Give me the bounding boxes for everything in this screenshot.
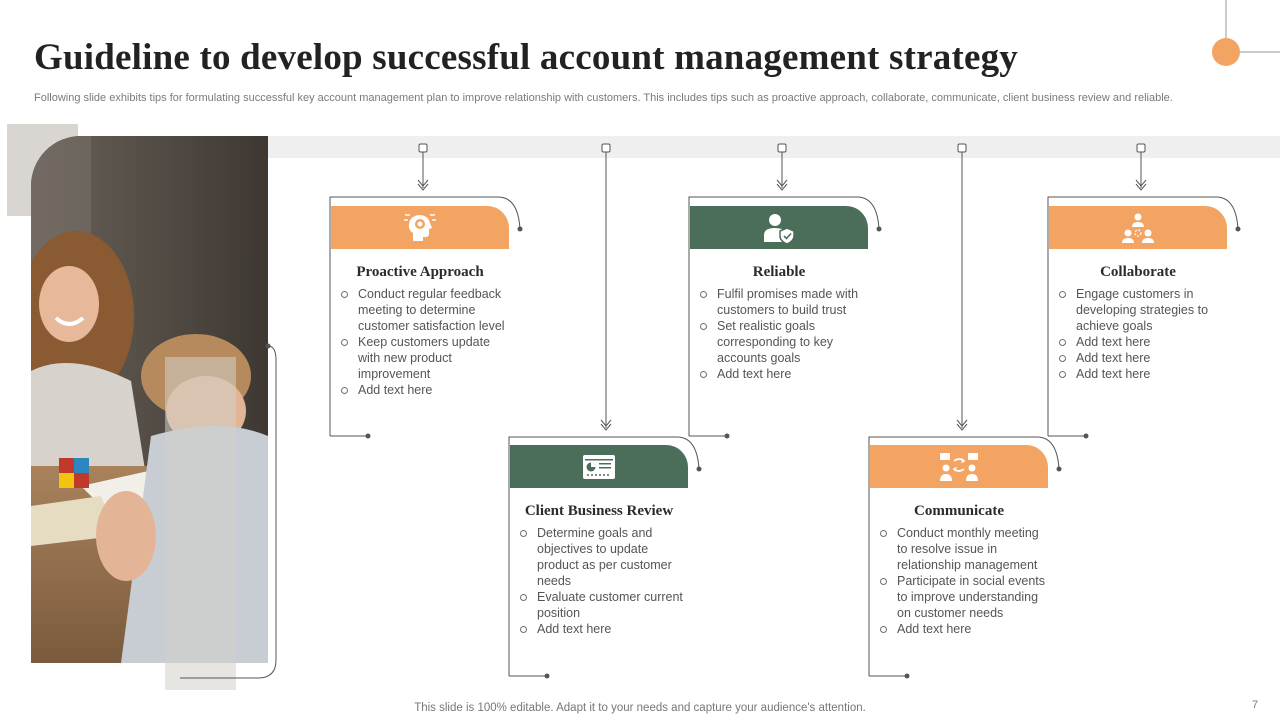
card-header [331,206,509,249]
bullet-item: Add text here [1057,366,1227,382]
bullet-item: Add text here [698,366,868,382]
card-title: Client Business Review [524,503,674,519]
bullet-list [878,525,1048,637]
head-gear-icon [403,211,437,245]
slide-subtitle: Following slide exhibits tips for formulating successful key account management plan to improve relationship with customers. This includes tips such as proactive approach, collaborate, communicate, client business review and reliable. [34,92,1173,104]
bullet-list [518,525,688,637]
person-shield-icon [762,211,796,245]
bullet-item: Participate in social events to improve understanding on customer needs [878,573,1048,621]
bullet-item: Add text here [339,382,509,398]
bullet-item: Conduct regular feedback meeting to determine customer satisfaction level [339,286,509,334]
bullet-item: Add text here [1057,350,1227,366]
bullet-item: Set realistic goals corresponding to key accounts goals [698,318,868,366]
bullet-list [1057,286,1227,382]
card-header [510,445,688,488]
bullet-item: Engage customers in developing strategies to achieve goals [1057,286,1227,334]
bullet-item: Add text here [518,621,688,637]
slide-footer: This slide is 100% editable. Adapt it to your needs and capture your audience's attention. [414,702,866,714]
card-title: Communicate [914,503,1004,519]
bullet-item: Fulfil promises made with customers to build trust [698,286,868,318]
bullet-item: Keep customers update with new product improvement [339,334,509,382]
bullet-list [339,286,509,398]
card-header [1049,206,1227,249]
card-header [690,206,868,249]
report-board-icon [582,452,616,482]
card-header [870,445,1048,488]
card-title: Proactive Approach [356,264,484,280]
card-title: Reliable [752,264,806,280]
bullet-item: Add text here [1057,334,1227,350]
bullet-list [698,286,868,382]
people-exchange-icon [939,452,979,482]
bullet-item: Conduct monthly meeting to resolve issue in relationship management [878,525,1048,573]
page-number: 7 [1252,699,1259,711]
bullet-item: Evaluate customer current position [518,589,688,621]
slide-title: Guideline to develop successful account management strategy [34,37,1018,78]
bullet-item: Add text here [878,621,1048,637]
team-network-icon [1121,211,1155,245]
card-title: Collaborate [1100,264,1176,280]
bullet-item: Determine goals and objectives to update product as per customer needs [518,525,688,589]
